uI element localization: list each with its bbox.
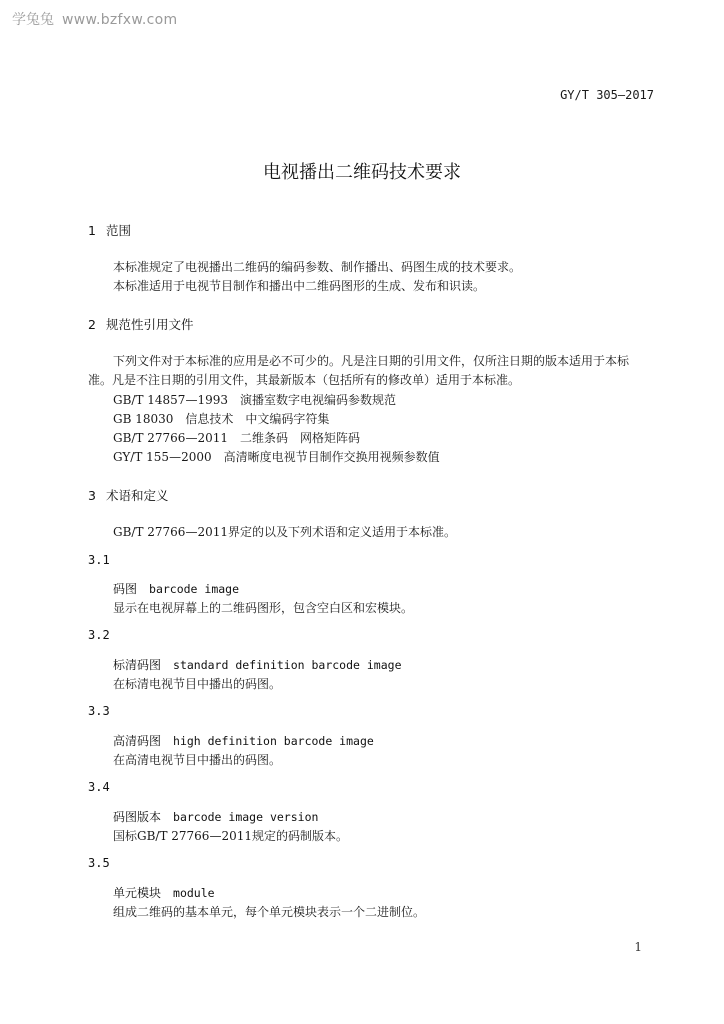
section-number: 1 xyxy=(88,223,96,238)
term-definition: 国标GB/T 27766—2011规定的码制版本。 xyxy=(113,829,348,843)
term-number: 3.3 xyxy=(88,704,110,718)
term-number: 3.5 xyxy=(88,856,110,870)
term-name-zh: 码图版本 xyxy=(113,810,162,824)
document-title: 电视播出二维码技术要求 xyxy=(263,162,461,183)
watermark-site-name: 学兔兔 xyxy=(12,12,54,28)
term-definition: 组成二维码的基本单元，每个单元模块表示一个二进制位。 xyxy=(113,905,426,919)
term-name xyxy=(113,580,239,597)
reference-item: GB 18030 信息技术 中文编码字符集 xyxy=(113,412,330,426)
term-definition: 在标清电视节目中播出的码图。 xyxy=(113,677,282,691)
page-number: 1 xyxy=(634,940,642,954)
paragraph: 本标准适用于电视节目制作和播出中二维码图形的生成、发布和识读。 xyxy=(113,279,486,293)
term-name xyxy=(113,732,374,749)
reference-item: GB/T 14857—1993 演播室数字电视编码参数规范 xyxy=(113,393,396,407)
section-title: 术语和定义 xyxy=(106,488,169,503)
term-name xyxy=(113,808,318,825)
term-name-en: standard definition barcode image xyxy=(173,658,402,672)
section-heading-terms xyxy=(88,486,169,504)
paragraph: 本标准规定了电视播出二维码的编码参数、制作播出、码图生成的技术要求。 xyxy=(113,260,522,274)
section-number: 2 xyxy=(88,317,96,332)
reference-item: GB/T 27766—2011 二维条码 网格矩阵码 xyxy=(113,431,360,445)
watermark xyxy=(12,9,177,29)
watermark-url: www.bzfxw.com xyxy=(62,12,178,28)
term-name-zh: 码图 xyxy=(113,582,138,596)
paragraph: GB/T 27766—2011界定的以及下列术语和定义适用于本标准。 xyxy=(113,525,456,539)
term-name-en: barcode image xyxy=(149,582,240,596)
section-title: 规范性引用文件 xyxy=(106,317,194,332)
term-name xyxy=(113,884,215,901)
term-number: 3.2 xyxy=(88,628,110,642)
term-name-en: barcode image version xyxy=(173,810,319,824)
section-number: 3 xyxy=(88,488,96,503)
paragraph: 准。凡是不注日期的引用文件，其最新版本（包括所有的修改单）适用于本标准。 xyxy=(88,373,521,387)
reference-item: GY/T 155—2000 高清晰度电视节目制作交换用视频参数值 xyxy=(113,450,440,464)
paragraph: 下列文件对于本标准的应用是必不可少的。凡是注日期的引用文件，仅所注日期的版本适用于本标 xyxy=(113,354,630,368)
term-number: 3.4 xyxy=(88,780,110,794)
term-definition: 显示在电视屏幕上的二维码图形，包含空白区和宏模块。 xyxy=(113,601,414,615)
section-heading-normative-references xyxy=(88,315,194,333)
section-heading-scope xyxy=(88,221,131,239)
term-number: 3.1 xyxy=(88,553,110,567)
standard-code: GY/T 305—2017 xyxy=(560,88,654,102)
term-definition: 在高清电视节目中播出的码图。 xyxy=(113,753,282,767)
term-name-zh: 高清码图 xyxy=(113,734,162,748)
term-name-zh: 标清码图 xyxy=(113,658,162,672)
term-name-en: module xyxy=(173,886,215,900)
section-title: 范围 xyxy=(106,223,132,238)
term-name-zh: 单元模块 xyxy=(113,886,162,900)
term-name xyxy=(113,656,402,673)
term-name-en: high definition barcode image xyxy=(173,734,374,748)
